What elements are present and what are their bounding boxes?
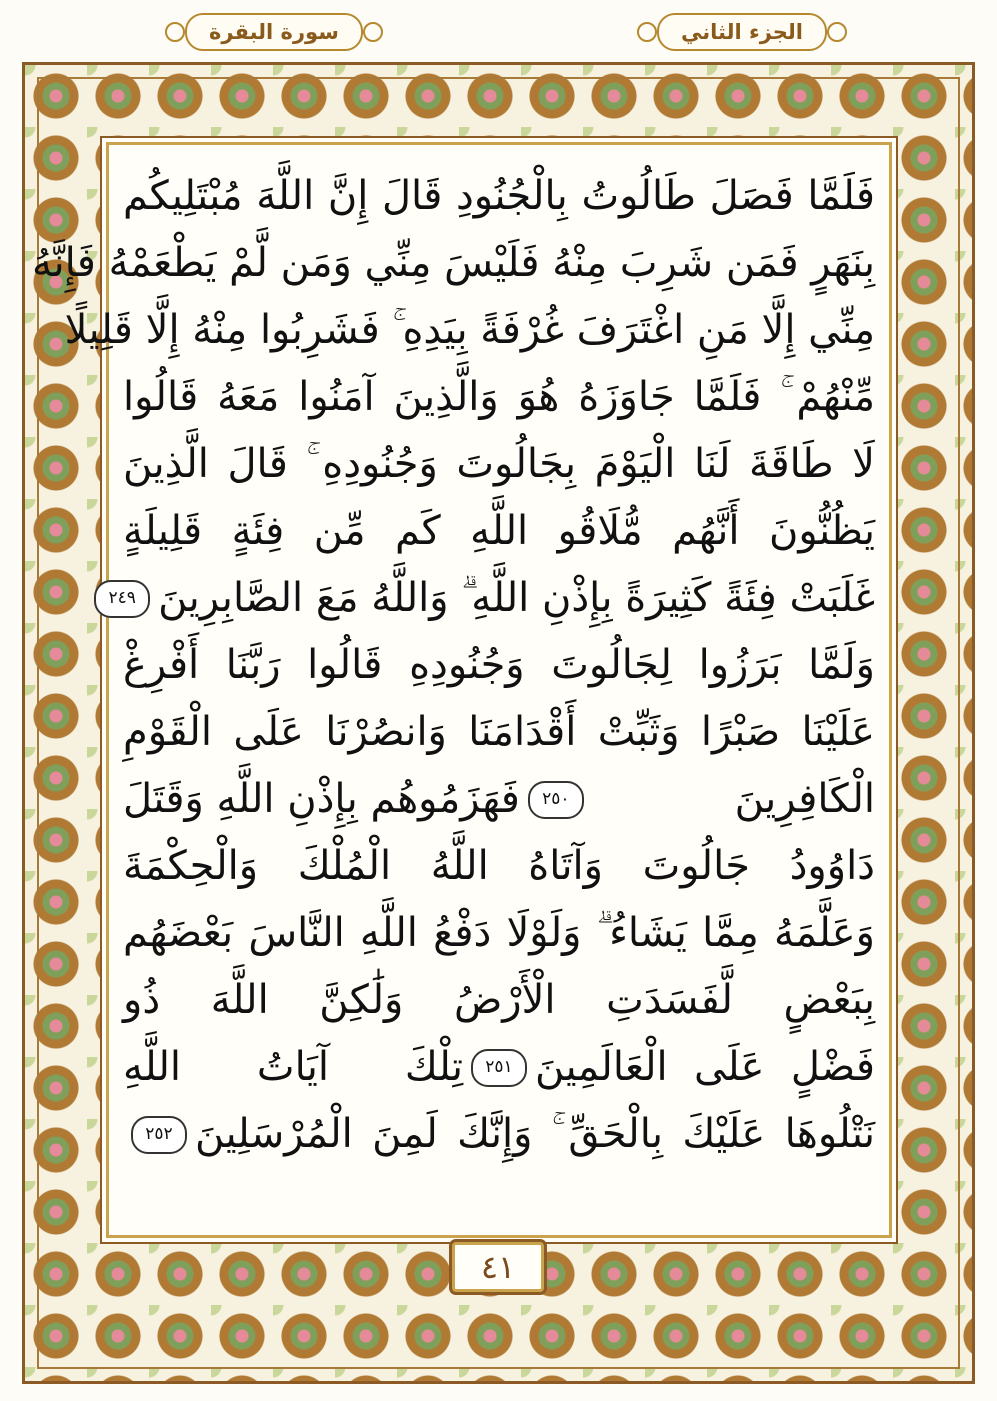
verse-line	[123, 498, 875, 565]
cartouche-curl-icon	[827, 22, 847, 42]
juz-label: الجزء الثاني	[657, 13, 827, 51]
verse-text: فَلَمَّا فَصَلَ طَالُوتُ بِالْجُنُودِ قَالَ إِنَّ اللَّهَ مُبْتَلِيكُم	[123, 173, 875, 219]
juz-header	[637, 12, 847, 52]
verse-line	[123, 967, 875, 1034]
verse-line	[123, 163, 875, 230]
verse-line	[123, 699, 875, 766]
verse-text: يَظُنُّونَ أَنَّهُم مُّلَاقُو اللَّهِ كَم مِّن فِئَةٍ قَلِيلَةٍ	[123, 508, 875, 554]
surah-label: سورة البقرة	[185, 13, 363, 51]
cartouche-curl-icon	[637, 22, 657, 42]
verse-text: لَا طَاقَةَ لَنَا الْيَوْمَ بِجَالُوتَ وَجُنُودِهِ ۚ قَالَ الَّذِينَ	[123, 441, 875, 487]
verse-text: تِلْكَ آيَاتُ اللَّهِ	[123, 1044, 463, 1090]
verse-text: فَهَزَمُوهُم بِإِذْنِ اللَّهِ وَقَتَلَ	[123, 776, 520, 822]
verse-text: دَاوُودُ جَالُوتَ وَآتَاهُ اللَّهُ الْمُلْكَ وَالْحِكْمَةَ	[123, 843, 875, 889]
verse-line	[123, 431, 875, 498]
verse-text: غَلَبَتْ فِئَةً كَثِيرَةً بِإِذْنِ اللَّهِ ۗ وَاللَّهُ مَعَ الصَّابِرِينَ	[158, 575, 875, 621]
verse-text: وَلَمَّا بَرَزُوا لِجَالُوتَ وَجُنُودِهِ قَالُوا رَبَّنَا أَفْرِغْ	[123, 642, 875, 688]
verse-text: بِبَعْضٍ لَّفَسَدَتِ الْأَرْضُ وَلَٰكِنَّ اللَّهَ ذُو	[123, 977, 875, 1023]
verse-line	[108, 565, 875, 632]
verse-line	[123, 1034, 875, 1101]
verse-text: عَلَيْنَا صَبْرًا وَثَبِّتْ أَقْدَامَنَا وَانصُرْنَا عَلَى الْقَوْمِ	[123, 709, 875, 755]
verse-text: نَتْلُوهَا عَلَيْكَ بِالْحَقِّ ۚ وَإِنَّكَ لَمِنَ الْمُرْسَلِينَ	[195, 1111, 875, 1157]
cartouche-curl-icon	[363, 22, 383, 42]
verse-line	[123, 900, 875, 967]
verse-text: مِنِّي إِلَّا مَنِ اغْتَرَفَ غُرْفَةً بِيَدِهِ ۚ فَشَرِبُوا مِنْهُ إِلَّا قَلِيلًا	[64, 307, 875, 353]
ayah-number-marker: ٢٥٠	[528, 781, 584, 819]
verse-text: وَعَلَّمَهُ مِمَّا يَشَاءُ ۗ وَلَوْلَا دَفْعُ اللَّهِ النَّاسَ بَعْضَهُم	[123, 910, 875, 956]
verse-line	[123, 766, 875, 833]
verse-lines	[32, 163, 875, 1168]
verse-line	[123, 632, 875, 699]
ayah-number-marker: ٢٥١	[471, 1049, 527, 1087]
verse-text: مِّنْهُمْ ۚ فَلَمَّا جَاوَزَهُ هُوَ وَالَّذِينَ آمَنُوا مَعَهُ قَالُوا	[123, 374, 875, 420]
verse-text: فَضْلٍ عَلَى الْعَالَمِينَ	[535, 1044, 875, 1090]
verse-line	[64, 297, 875, 364]
verse-line	[123, 1101, 875, 1168]
quran-text-panel	[32, 142, 892, 1238]
verse-line	[123, 833, 875, 900]
ayah-number-marker: ٢٤٩	[94, 580, 150, 618]
cartouche-curl-icon	[165, 22, 185, 42]
verse-text: الْكَافِرِينَ	[734, 776, 875, 822]
verse-text: بِنَهَرٍ فَمَن شَرِبَ مِنْهُ فَلَيْسَ مِنِّي وَمَن لَّمْ يَطْعَمْهُ فَإِنَّهُ	[32, 240, 875, 286]
page-number: ٤١	[452, 1242, 544, 1292]
surah-header	[165, 12, 383, 52]
ayah-number-marker: ٢٥٢	[131, 1116, 187, 1154]
verse-line	[32, 230, 875, 297]
verse-line	[123, 364, 875, 431]
